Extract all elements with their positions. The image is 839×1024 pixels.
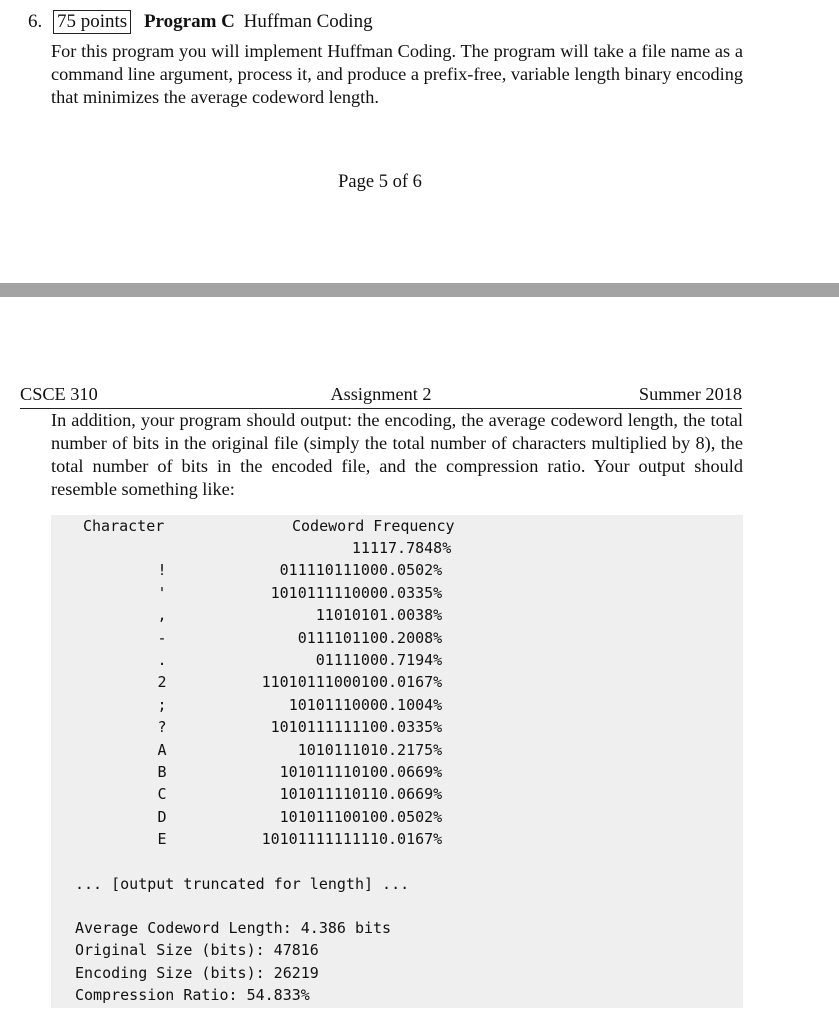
row-frequency: 1.0038%	[379, 606, 443, 625]
page-header	[20, 384, 742, 408]
row-frequency: 0.0669%	[379, 762, 443, 781]
row-frequency: 0.1004%	[379, 695, 443, 714]
row-frequency: 0.7194%	[379, 650, 443, 669]
table-row	[0, 627, 839, 649]
row-character: D	[157, 807, 167, 826]
row-codeword: 10101111010	[279, 762, 379, 781]
table-row	[0, 604, 839, 626]
row-character: ?	[157, 718, 167, 737]
summary-original: Original Size (bits): 47816	[75, 941, 319, 960]
row-codeword: 1010111000	[288, 695, 379, 714]
table-row	[0, 671, 839, 693]
row-character: E	[157, 830, 167, 849]
row-frequency: 0.0167%	[379, 673, 443, 692]
row-character: A	[157, 740, 167, 759]
course-label: CSCE 310	[20, 384, 98, 404]
summary-block	[75, 917, 391, 1007]
question-heading	[28, 10, 373, 34]
row-character: !	[157, 561, 167, 580]
truncated-note: ... [output truncated for length] ...	[75, 875, 410, 893]
row-codeword: 1101011100010	[261, 673, 379, 692]
row-frequency: 0.0669%	[379, 785, 443, 804]
row-codeword: 0111100	[315, 650, 379, 669]
row-codeword: 011110110	[297, 628, 379, 647]
row-character: B	[157, 762, 167, 781]
row-frequency: 0.2008%	[379, 628, 443, 647]
row-character: C	[157, 785, 167, 804]
row-frequency: 0.0502%	[379, 807, 443, 826]
row-codeword: 101011111000	[270, 583, 379, 602]
row-character: ;	[157, 695, 167, 714]
table-row	[0, 537, 839, 559]
row-codeword: 1010111111111	[261, 830, 379, 849]
row-frequency: 0.2175%	[379, 740, 443, 759]
row-frequency: 0.0335%	[379, 583, 443, 602]
intro-paragraph: For this program you will implement Huffman Coding. The program will take a file name as a command line argument, process it, and produce a prefix-free, variable length binary encoding that minimizes the average codeword length.	[51, 41, 743, 107]
program-subtitle: Huffman Coding	[243, 11, 373, 32]
row-codeword: 1101010	[315, 606, 379, 625]
body-paragraph: In addition, your program should output: the encoding, the average codeword length, the total number of bits in the original file (simply the total number of characters multiplied by 8), the total number of bits in the encoded file, and the compression ratio. Your output should resemble something like:	[51, 410, 743, 499]
table-row	[0, 694, 839, 716]
row-frequency: 17.7848%	[379, 539, 452, 557]
row-codeword: 10101111011	[279, 785, 379, 804]
table-row	[0, 649, 839, 671]
row-frequency: 0.0335%	[379, 718, 443, 737]
row-character: '	[157, 583, 167, 602]
table-row	[0, 582, 839, 604]
term-label: Summer 2018	[638, 384, 742, 404]
table-row	[0, 828, 839, 850]
row-character: -	[157, 628, 167, 647]
table-row	[0, 716, 839, 738]
row-character: 2	[157, 673, 167, 692]
table-row	[0, 739, 839, 761]
table-row	[0, 806, 839, 828]
row-frequency: 0.0502%	[379, 561, 443, 580]
question-number: 6.	[28, 11, 43, 32]
summary-average: Average Codeword Length: 4.386 bits	[75, 919, 392, 937]
row-frequency: 0.0167%	[379, 830, 443, 849]
row-codeword: 111	[351, 539, 379, 557]
row-character: ,	[157, 606, 167, 625]
table-row	[0, 559, 839, 581]
summary-ratio: Compression Ratio: 54.833%	[75, 986, 310, 1005]
row-codeword: 10101110010	[279, 807, 379, 826]
points-box: 75 points	[53, 10, 131, 34]
row-codeword: 101011101	[297, 740, 379, 759]
column-header-character: Character	[83, 517, 165, 535]
assignment-label: Assignment 2	[330, 384, 432, 404]
column-header-codeword-frequency: Codeword Frequency	[292, 517, 455, 535]
page-number: Page 5 of 6	[338, 172, 422, 192]
page-separator	[0, 283, 839, 297]
program-title: Program C	[143, 11, 235, 32]
encoding-table	[0, 537, 839, 850]
row-codeword: 01111011100	[279, 561, 379, 580]
summary-encoding: Encoding Size (bits): 26219	[75, 963, 319, 982]
row-codeword: 101011111110	[270, 718, 379, 737]
row-character: .	[157, 650, 167, 669]
table-row	[0, 761, 839, 783]
table-row	[0, 783, 839, 805]
